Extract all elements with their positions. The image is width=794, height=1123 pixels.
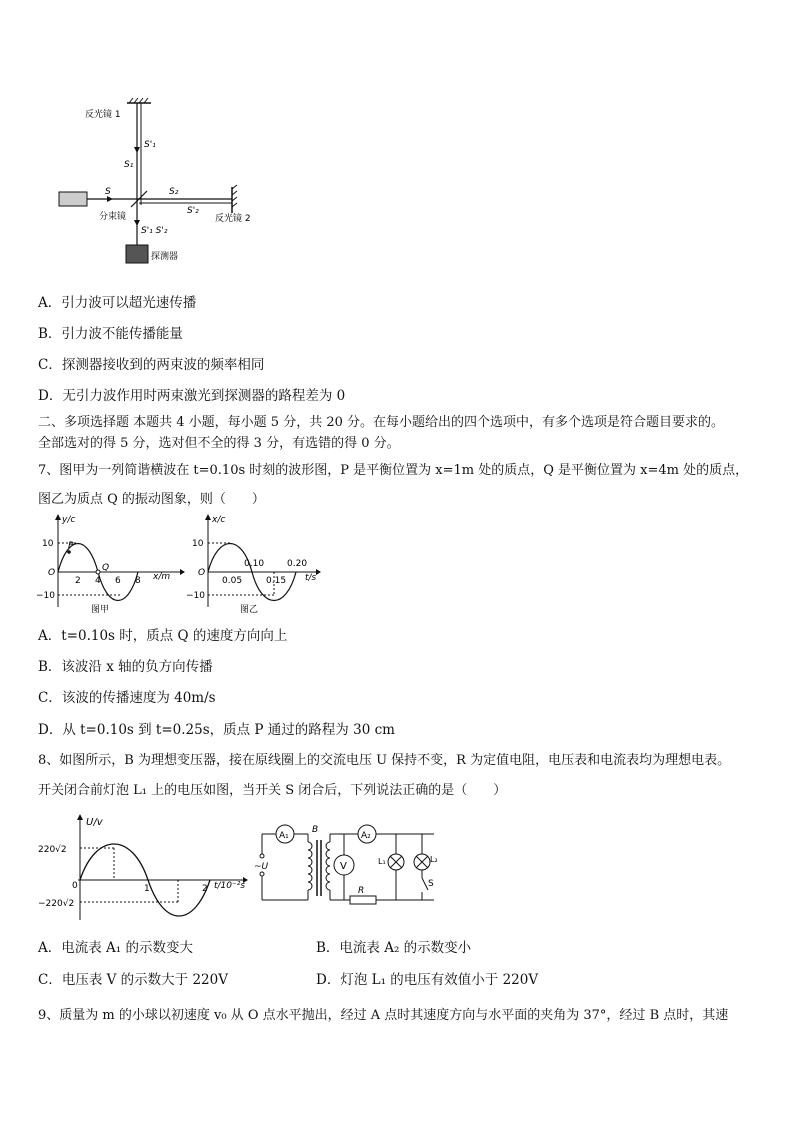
- q8-voltage-graph: [38, 812, 248, 922]
- q8-circuit-l2: L₂: [430, 855, 438, 864]
- q8-wave-ylabel: U/v: [86, 817, 103, 828]
- q7-a-point-q: Q: [102, 563, 110, 573]
- q7-a-ylabel: y/c: [62, 515, 76, 525]
- q8-option-d: D．灯泡 L₁ 的电压有效值小于 220V: [316, 972, 539, 988]
- q7-a-tick-2: 2: [75, 576, 81, 586]
- q7-b-tick-015: 0.15: [266, 576, 287, 586]
- q7-b-caption: 图乙: [240, 605, 259, 615]
- q6-option-b: B．引力波不能传播能量: [38, 326, 183, 342]
- q6-option-d: D．无引力波作用时两束激光到探测器的路程差为 0: [38, 388, 346, 404]
- q7-b-tick-020: 0.20: [287, 559, 308, 569]
- q8-circuit-l1: L₁: [378, 857, 386, 866]
- q7-a-caption: 图甲: [91, 605, 110, 615]
- q7-option-d: D．从 t=0.10s 到 t=0.25s，质点 P 通过的路程为 30 cm: [38, 722, 395, 738]
- label-s: S: [105, 187, 111, 197]
- q7-a-xlabel: x/m: [153, 572, 171, 582]
- q8-wave-xlabel: t/10⁻²s: [214, 881, 246, 891]
- q8-circuit-a2: A₂: [361, 831, 371, 841]
- q7-a-origin: O: [48, 568, 56, 578]
- q7-a-yneg: −10: [36, 591, 55, 601]
- q7-b-ylabel: x/c: [212, 515, 226, 525]
- label-splitter: 分束镜: [99, 212, 127, 222]
- label-mirror1: 反光镜 1: [85, 110, 121, 120]
- q8-wave-t2: 2: [202, 884, 208, 894]
- label-mirror2: 反光镜 2: [215, 214, 251, 224]
- q8-wave-origin: 0: [72, 881, 78, 891]
- q8-stem-line2: 开关闭合前灯泡 L₁ 上的电压如图，当开关 S 闭合后，下列说法正确的是（ ）: [38, 783, 507, 798]
- q8-wave-t1: 1: [144, 884, 150, 894]
- q7-a-tick-8: 8: [135, 576, 141, 586]
- q8-stem-line1: 8、如图所示，B 为理想变压器，接在原线圈上的交流电压 U 保持不变，R 为定值电阻，电压表和电流表均为理想电表。: [38, 753, 731, 768]
- q7-wave-graph: [36, 512, 186, 617]
- q7-b-xlabel: t/s: [305, 573, 317, 583]
- q7-a-tick-6: 6: [115, 576, 121, 586]
- q8-option-c: C．电压表 V 的示数大于 220V: [38, 972, 228, 988]
- q7-stem-line2: 图乙为质点 Q 的振动图象，则（ ）: [38, 492, 265, 507]
- q7-b-ypos: 10: [192, 539, 204, 549]
- q8-circuit-b: B: [312, 825, 319, 835]
- q7-a-tick-4: 4: [95, 576, 101, 586]
- q6-option-a: A．引力波可以超光速传播: [38, 295, 197, 311]
- q8-circuit-s: S: [428, 879, 434, 889]
- label-s2p: S'₂: [187, 206, 199, 216]
- q7-vibration-graph: [188, 512, 328, 617]
- label-detector: 探测器: [151, 252, 179, 262]
- q7-b-yneg: −10: [186, 591, 205, 601]
- q7-a-ypos: 10: [42, 539, 54, 549]
- q7-b-tick-010: 0.10: [244, 559, 265, 569]
- section2-heading-line1: 二、多项选择题 本题共 4 小题，每小题 5 分，共 20 分。在每小题给出的四个选项中，有多个选项是符合题目要求的。: [38, 415, 725, 430]
- q8-circuit-a1: A₁: [279, 831, 289, 841]
- q7-b-tick-005: 0.05: [222, 576, 243, 586]
- q8-circuit-v: V: [340, 861, 347, 872]
- q8-circuit-r: R: [358, 886, 365, 896]
- q6-option-c: C．探测器接收到的两束波的频率相同: [38, 357, 265, 373]
- q8-option-a: A．电流表 A₁ 的示数变大: [38, 940, 193, 956]
- q8-wave-yneg: −220√2: [38, 899, 75, 909]
- q7-option-c: C．该波的传播速度为 40m/s: [38, 690, 216, 706]
- label-s1: S₁: [124, 160, 134, 170]
- q7-a-point-p: P: [68, 541, 74, 551]
- q8-wave-ypos: 220√2: [38, 845, 67, 855]
- q8-option-b: B．电流表 A₂ 的示数变小: [316, 940, 472, 956]
- label-s2: S₂: [169, 187, 179, 197]
- interferometer-figure: [55, 95, 285, 270]
- q7-option-a: A．t=0.10s 时，质点 Q 的速度方向向上: [38, 628, 288, 644]
- section2-heading-line2: 全部选对的得 5 分，选对但不全的得 3 分，有选错的得 0 分。: [38, 436, 400, 451]
- label-s12: S'₁ S'₂: [141, 226, 168, 236]
- q8-circuit-u: ~U: [254, 862, 269, 872]
- q9-stem-line1: 9、质量为 m 的小球以初速度 v₀ 从 O 点水平抛出，经过 A 点时其速度方向与水平面的夹角为 37°，经过 B 点时，其速: [38, 1008, 729, 1023]
- q8-circuit-diagram: [254, 818, 446, 916]
- q7-option-b: B．该波沿 x 轴的负方向传播: [38, 659, 213, 675]
- q7-stem-line1: 7、图甲为一列简谐横波在 t=0.10s 时刻的波形图，P 是平衡位置为 x=1m 处的质点，Q 是平衡位置为 x=4m 处的质点，: [38, 463, 749, 478]
- q7-b-origin: O: [198, 568, 206, 578]
- label-s1p: S'₁: [144, 140, 156, 150]
